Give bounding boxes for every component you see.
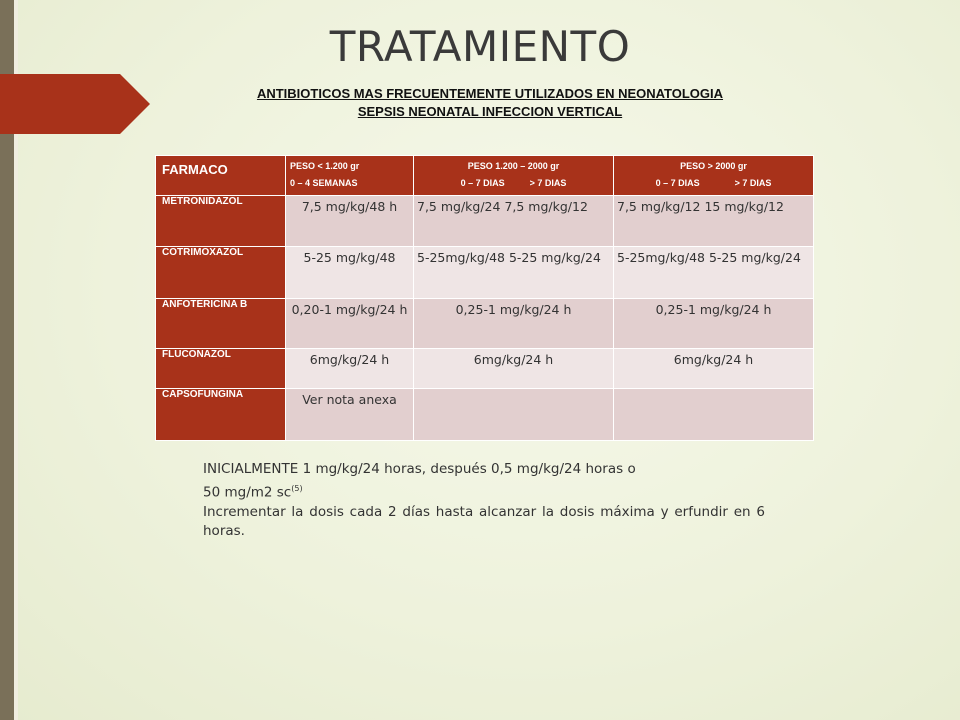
dose-cell: 6mg/kg/24 h (614, 349, 814, 389)
dose-cell (414, 389, 614, 441)
dose-cell: 0,25-1 mg/kg/24 h (414, 299, 614, 349)
dose-cell: 7,5 mg/kg/48 h (286, 196, 414, 247)
table-row (156, 299, 814, 349)
header-col1-line2: 0 – 4 SEMANAS (290, 178, 358, 188)
note-line2 (203, 479, 765, 503)
dose-cell: 0,20-1 mg/kg/24 h (286, 299, 414, 349)
table-row (156, 349, 814, 389)
page-title: TRATAMIENTO (329, 22, 631, 71)
subtitle-antibiotics: ANTIBIOTICOS MAS FRECUENTEMENTE UTILIZADOS EN NEONATOLOGIA (256, 86, 724, 101)
table-row (156, 389, 814, 441)
header-col-peso-1200-2000 (414, 156, 614, 196)
dose-cell: 0,25-1 mg/kg/24 h (614, 299, 814, 349)
dose-cell: 6mg/kg/24 h (286, 349, 414, 389)
drug-name: ANFOTERICINA B (156, 299, 286, 349)
dose-cell (614, 389, 814, 441)
drug-name: COTRIMOXAZOL (156, 247, 286, 299)
drug-name: FLUCONAZOL (156, 349, 286, 389)
dosage-note (203, 460, 765, 541)
header-col-peso-gt-2000 (614, 156, 814, 196)
note-reference: (5) (291, 484, 303, 493)
header-col3-line1: PESO > 2000 gr (680, 161, 747, 171)
dose-cell: Ver nota anexa (286, 389, 414, 441)
table-header-row (156, 156, 814, 196)
header-col-peso-lt-1200 (286, 156, 414, 196)
table-row (156, 196, 814, 247)
drug-name: METRONIDAZOL (156, 196, 286, 247)
header-col1-line1: PESO < 1.200 gr (290, 161, 360, 171)
header-col2-line1: PESO 1.200 – 2000 gr (467, 161, 560, 171)
header-col3-line2: 0 – 7 DIAS > 7 DIAS (655, 178, 772, 188)
dose-cell: 5-25 mg/kg/48 (286, 247, 414, 299)
subtitle-sepsis: SEPSIS NEONATAL INFECCION VERTICAL (357, 104, 623, 119)
dose-cell: 5-25mg/kg/48 5-25 mg/kg/24 (614, 247, 814, 299)
dose-cell: 5-25mg/kg/48 5-25 mg/kg/24 (414, 247, 614, 299)
dose-cell: 6mg/kg/24 h (414, 349, 614, 389)
dose-cell: 7,5 mg/kg/12 15 mg/kg/12 (614, 196, 814, 247)
header-col2-line2: 0 – 7 DIAS > 7 DIAS (460, 178, 567, 188)
note-line2-text: 50 mg/m2 sc (203, 484, 292, 501)
table-row (156, 247, 814, 299)
drug-name: CAPSOFUNGINA (156, 389, 286, 441)
antibiotics-table (155, 155, 814, 441)
dose-cell: 7,5 mg/kg/24 7,5 mg/kg/12 (414, 196, 614, 247)
note-line1: INICIALMENTE 1 mg/kg/24 horas, después 0,5 mg/kg/24 horas o (203, 461, 636, 477)
header-farmaco: FARMACO (156, 156, 286, 196)
note-line3: Incrementar la dosis cada 2 días hasta alcanzar la dosis máxima y erfundir en 6 horas. (203, 503, 765, 539)
